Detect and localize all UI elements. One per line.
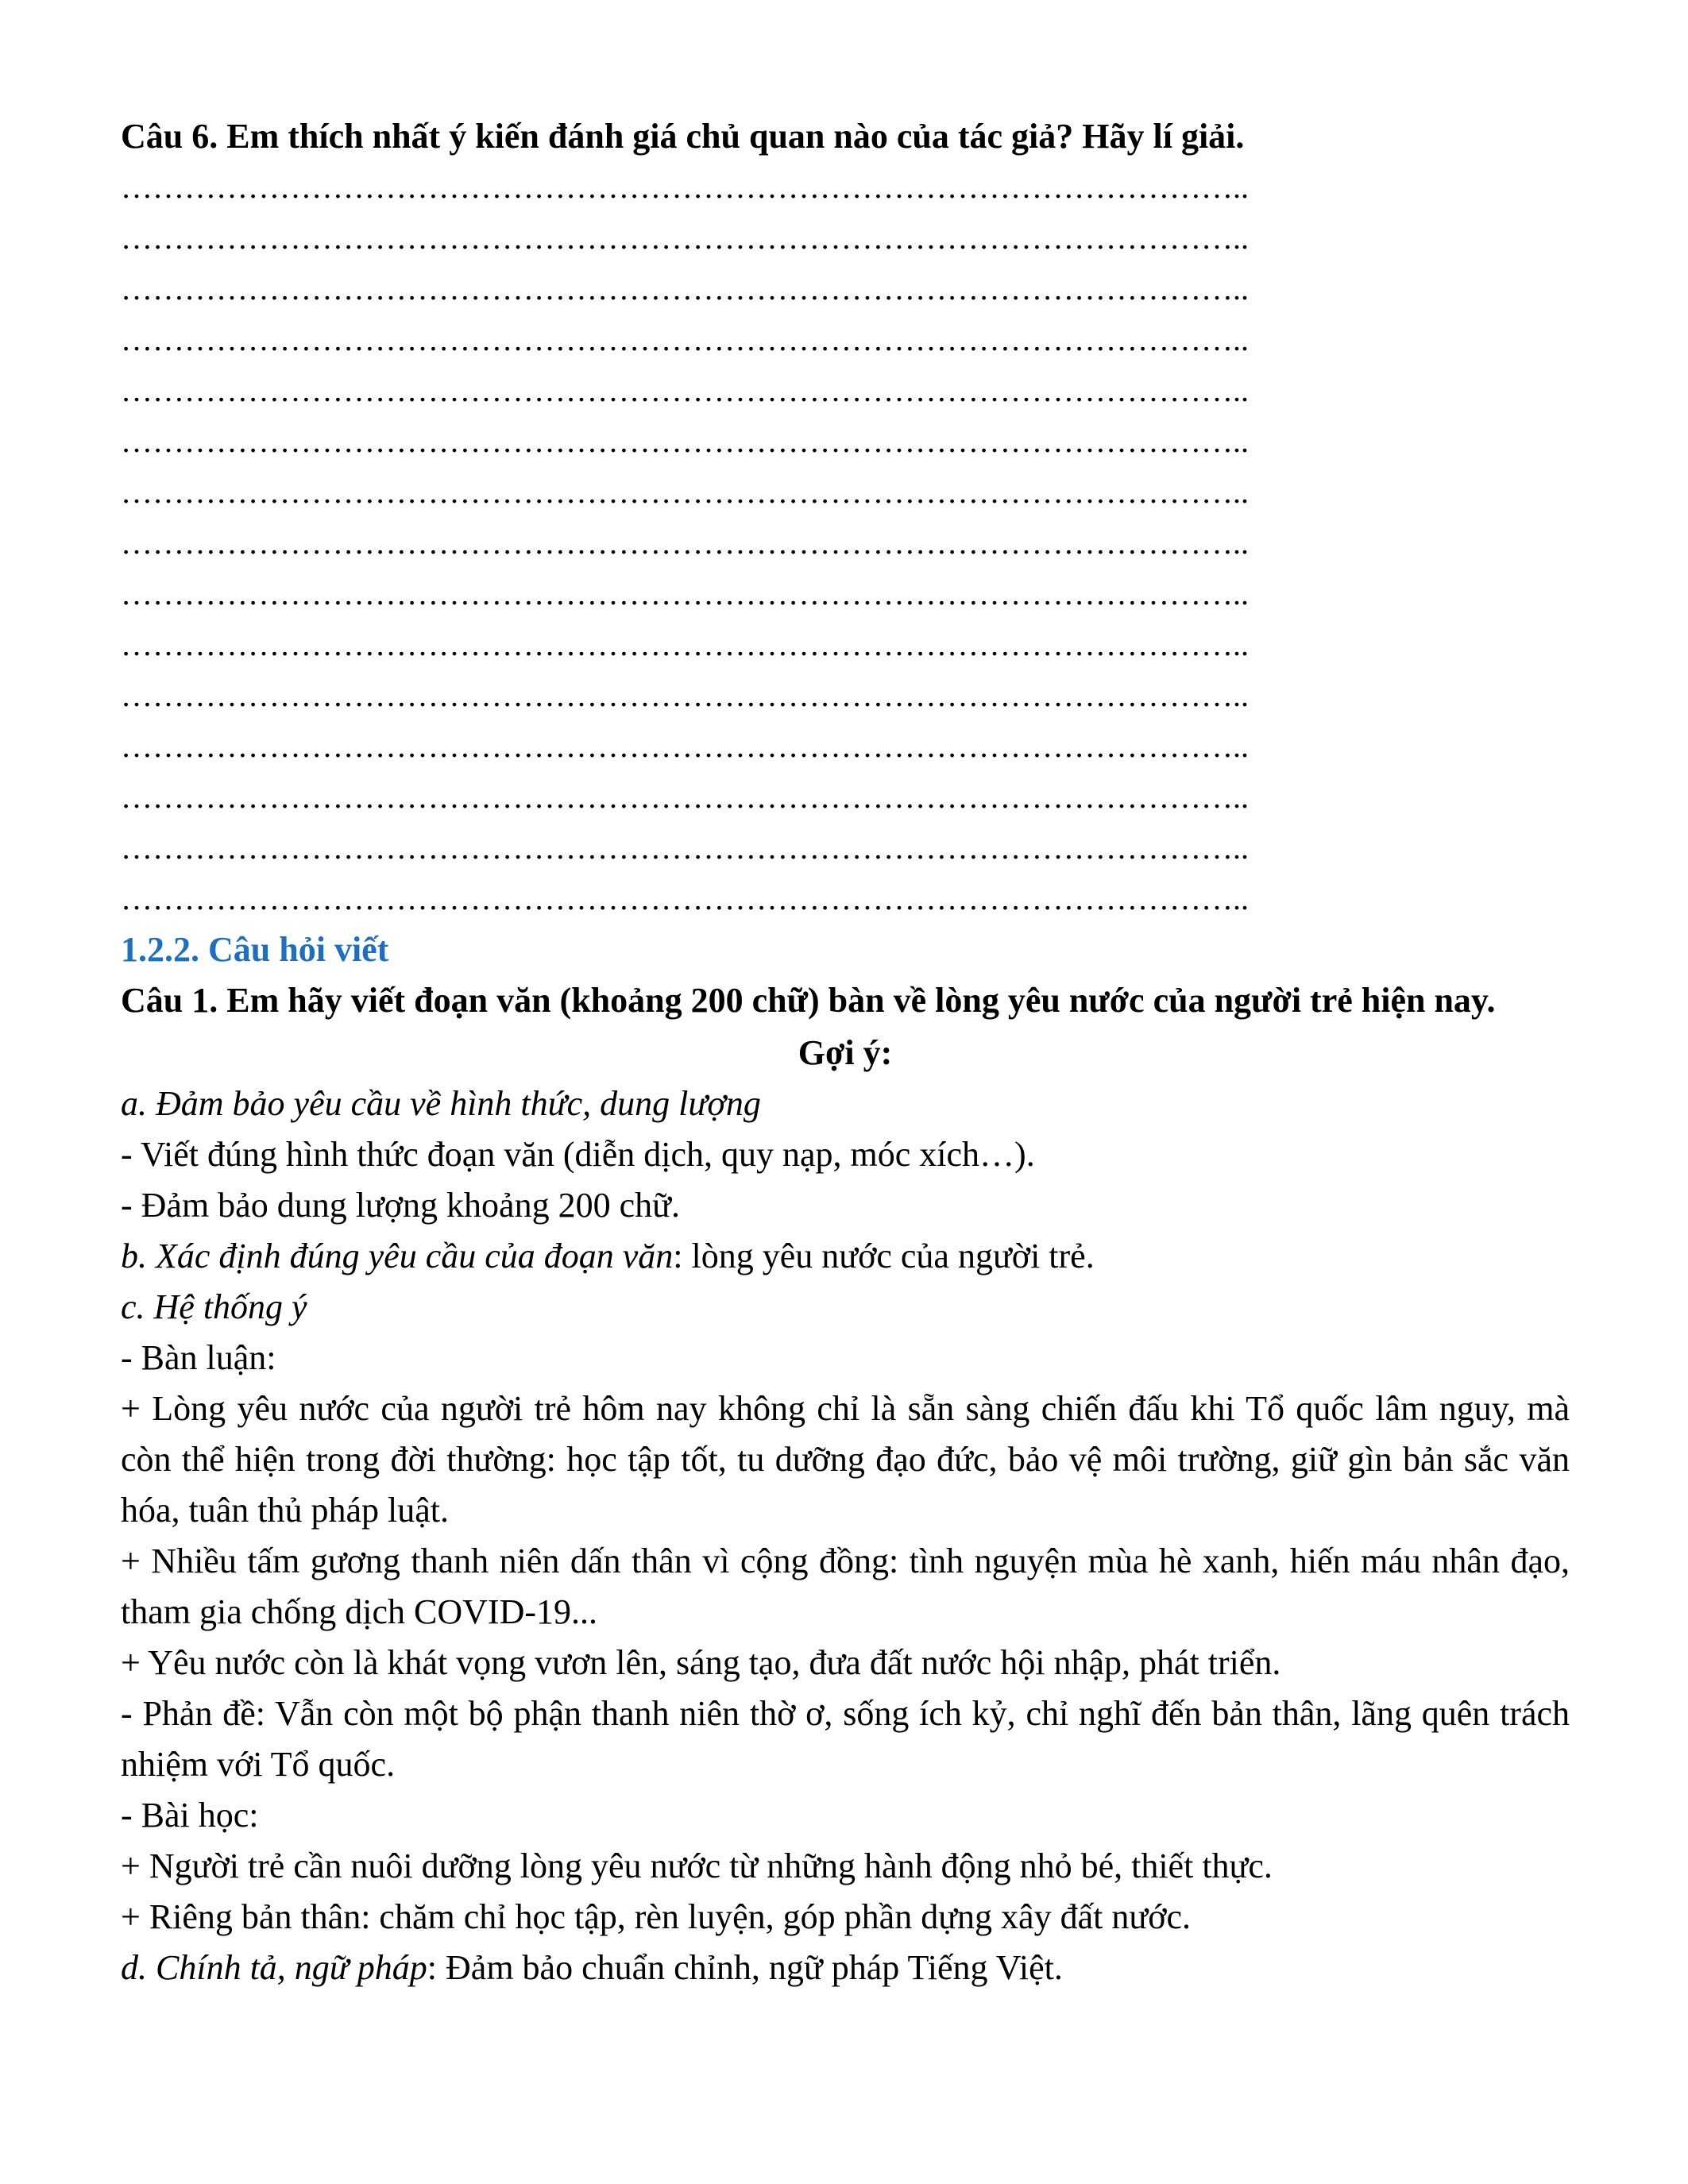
lesson-point-2: + Riêng bản thân: chăm chỉ học tập, rèn luyện, góp phần dựng xây đất nước. bbox=[121, 1897, 1191, 1936]
answer-line: …………………………………………………………………………………………….. bbox=[121, 576, 1249, 612]
part-d bbox=[121, 1943, 1570, 1993]
answer-line: …………………………………………………………………………………………….. bbox=[121, 525, 1249, 561]
hint-title: Gợi ý: bbox=[798, 1033, 893, 1072]
answer-line: …………………………………………………………………………………………….. bbox=[121, 779, 1249, 815]
answer-line: …………………………………………………………………………………………….. bbox=[121, 677, 1249, 713]
section-heading: 1.2.2. Câu hỏi viết bbox=[121, 930, 389, 969]
answer-line: …………………………………………………………………………………………….. bbox=[121, 830, 1249, 866]
answer-line: …………………………………………………………………………………………….. bbox=[121, 271, 1249, 307]
question-1-title: Câu 1. Em hãy viết đoạn văn (khoảng 200 chữ) bàn về lòng yêu nước của người trẻ hiện nay. bbox=[121, 981, 1496, 1020]
answer-line: …………………………………………………………………………………………….. bbox=[121, 627, 1249, 662]
part-a-label: a. Đảm bảo yêu cầu về hình thức, dung lượng bbox=[121, 1084, 761, 1123]
answer-line: …………………………………………………………………………………………….. bbox=[121, 881, 1249, 916]
part-b bbox=[121, 1231, 1570, 1282]
counter-argument: - Phản đề: Vẫn còn một bộ phận thanh niên thờ ơ, sống ích kỷ, chỉ nghĩ đến bản thân, lãng quên trách nhiệm với Tổ quốc. bbox=[121, 1694, 1570, 1784]
lesson-label: - Bài học: bbox=[121, 1796, 259, 1835]
answer-line: …………………………………………………………………………………………….. bbox=[121, 728, 1249, 764]
answer-line: …………………………………………………………………………………………….. bbox=[121, 474, 1249, 510]
part-a-line-2: - Đảm bảo dung lượng khoảng 200 chữ. bbox=[121, 1186, 680, 1225]
answer-line: …………………………………………………………………………………………….. bbox=[121, 423, 1249, 459]
lesson-point-1: + Người trẻ cần nuôi dưỡng lòng yêu nước từ những hành động nhỏ bé, thiết thực. bbox=[121, 1846, 1273, 1885]
part-d-label: d. Chính tả, ngữ pháp bbox=[121, 1948, 427, 1987]
answer-line: …………………………………………………………………………………………….. bbox=[121, 372, 1249, 408]
part-c-label: c. Hệ thống ý bbox=[121, 1287, 307, 1326]
part-b-text: : lòng yêu nước của người trẻ. bbox=[673, 1237, 1095, 1275]
part-d-text: : Đảm bảo chuẩn chỉnh, ngữ pháp Tiếng Việt. bbox=[427, 1948, 1063, 1987]
answer-line: …………………………………………………………………………………………….. bbox=[121, 322, 1249, 357]
discussion-point-1: + Lòng yêu nước của người trẻ hôm nay không chỉ là sẵn sàng chiến đấu khi Tổ quốc lâm nguy, mà còn thể hiện trong đời thường: học tập tốt, tu dưỡng đạo đức, bảo vệ môi trường, giữ gìn bản sắc văn hóa, tuân thủ pháp luật. bbox=[121, 1389, 1570, 1530]
answer-lines bbox=[121, 162, 1570, 924]
document-page bbox=[121, 111, 1570, 1993]
question-6-title: Câu 6. Em thích nhất ý kiến đánh giá chủ quan nào của tác giả? Hãy lí giải. bbox=[121, 117, 1245, 156]
discussion-point-2: + Nhiều tấm gương thanh niên dấn thân vì cộng đồng: tình nguyện mùa hè xanh, hiến máu nhân đạo, tham gia chống dịch COVID-19... bbox=[121, 1542, 1570, 1631]
part-b-label: b. Xác định đúng yêu cầu của đoạn văn bbox=[121, 1237, 674, 1275]
answer-line: …………………………………………………………………………………………….. bbox=[121, 220, 1249, 256]
discussion-point-3: + Yêu nước còn là khát vọng vươn lên, sáng tạo, đưa đất nước hội nhập, phát triển. bbox=[121, 1643, 1281, 1682]
discussion-label: - Bàn luận: bbox=[121, 1338, 276, 1377]
answer-line: …………………………………………………………………………………………….. bbox=[121, 169, 1249, 205]
part-a-line-1: - Viết đúng hình thức đoạn văn (diễn dịch, quy nạp, móc xích…). bbox=[121, 1135, 1035, 1174]
